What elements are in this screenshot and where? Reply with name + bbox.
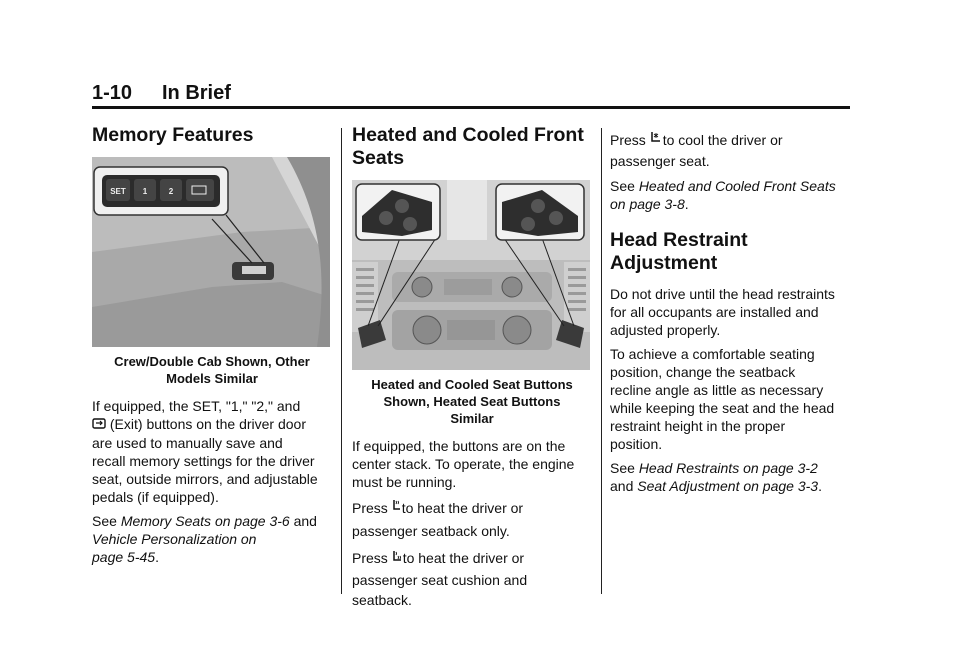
memory-2-button-label: 2 [168, 187, 174, 196]
cooled-seats-reference: See Heated and Cooled Front Seats on page 3-8. [610, 178, 836, 213]
heated-seats-caption: Heated and Cooled Seat Buttons Shown, Heated Seat Buttons Similar [371, 377, 573, 426]
head-restraint-paragraph-2: To achieve a comfortable seating position, change the seatback recline angle as little as necessary while keeping the seat and the head restraint height in the proper position. [610, 346, 835, 453]
set-button-label: SET [110, 187, 126, 196]
column-divider-2 [601, 128, 602, 594]
column-heated-seats [352, 124, 592, 616]
head-restraint-paragraph-1: Do not drive until the head restraints for all occupants are installed and adjusted properly. [610, 286, 835, 339]
heated-seats-paragraph-1: If equipped, the buttons are on the center stack. To operate, the engine must be running. [352, 438, 575, 490]
page-number: 1-10 [92, 82, 133, 104]
column-memory-features [92, 124, 332, 572]
heated-seats-paragraph-2: Press to heat the driver or passenger seatback only. [352, 500, 524, 540]
section-title: In Brief [162, 82, 231, 104]
heated-seatback-icon [392, 498, 402, 520]
heated-seat-buttons-illustration [352, 180, 590, 370]
column-divider-1 [341, 128, 342, 594]
page-header [92, 80, 850, 110]
heated-cooled-seats-link[interactable]: Heated and Cooled Front Seats on page 3-8 [610, 178, 836, 213]
memory-features-heading: Memory Features [92, 124, 254, 146]
cooled-seats-paragraph: Press to cool the driver or passenger seat. [610, 132, 783, 170]
memory-buttons-illustration [92, 157, 330, 347]
memory-1-button-label: 1 [142, 187, 148, 196]
door-panel-drawing [92, 157, 330, 347]
head-restraints-link[interactable]: Head Restraints on page 3-2 [638, 460, 818, 477]
memory-caption: Crew/Double Cab Shown, Other Models Similar [114, 354, 310, 386]
memory-paragraph: If equipped, the SET, "1," "2," and (Exit) buttons on the driver door are used to manually save and recall memory settings for the driver seat, outside mirrors, and adjustable pedals (if equipped). [92, 398, 318, 506]
head-restraint-reference: See Head Restraints on page 3-2 and Seat Adjustment on page 3-3. [610, 460, 822, 495]
center-stack-drawing [352, 180, 590, 370]
seat-adjustment-link[interactable]: Seat Adjustment on page 3-3 [637, 478, 819, 495]
header-rule [92, 106, 850, 109]
heated-seats-paragraph-3: Press to heat the driver or passenger seat cushion and seatback. [352, 550, 528, 608]
column-head-restraint [610, 130, 855, 501]
heated-seat-icon [392, 550, 403, 570]
vehicle-personalization-link[interactable]: Vehicle Personalization on page 5-45 [92, 531, 257, 566]
head-restraint-heading: Head Restraint Adjustment [610, 229, 748, 275]
cooled-seat-icon [650, 131, 663, 151]
memory-reference: See Memory Seats on page 3-6 and Vehicle Personalization on page 5-45. [92, 513, 317, 566]
memory-seats-link[interactable]: Memory Seats on page 3-6 [120, 513, 290, 530]
heated-seats-heading: Heated and Cooled Front Seats [352, 124, 584, 169]
exit-seat-icon [92, 416, 106, 434]
